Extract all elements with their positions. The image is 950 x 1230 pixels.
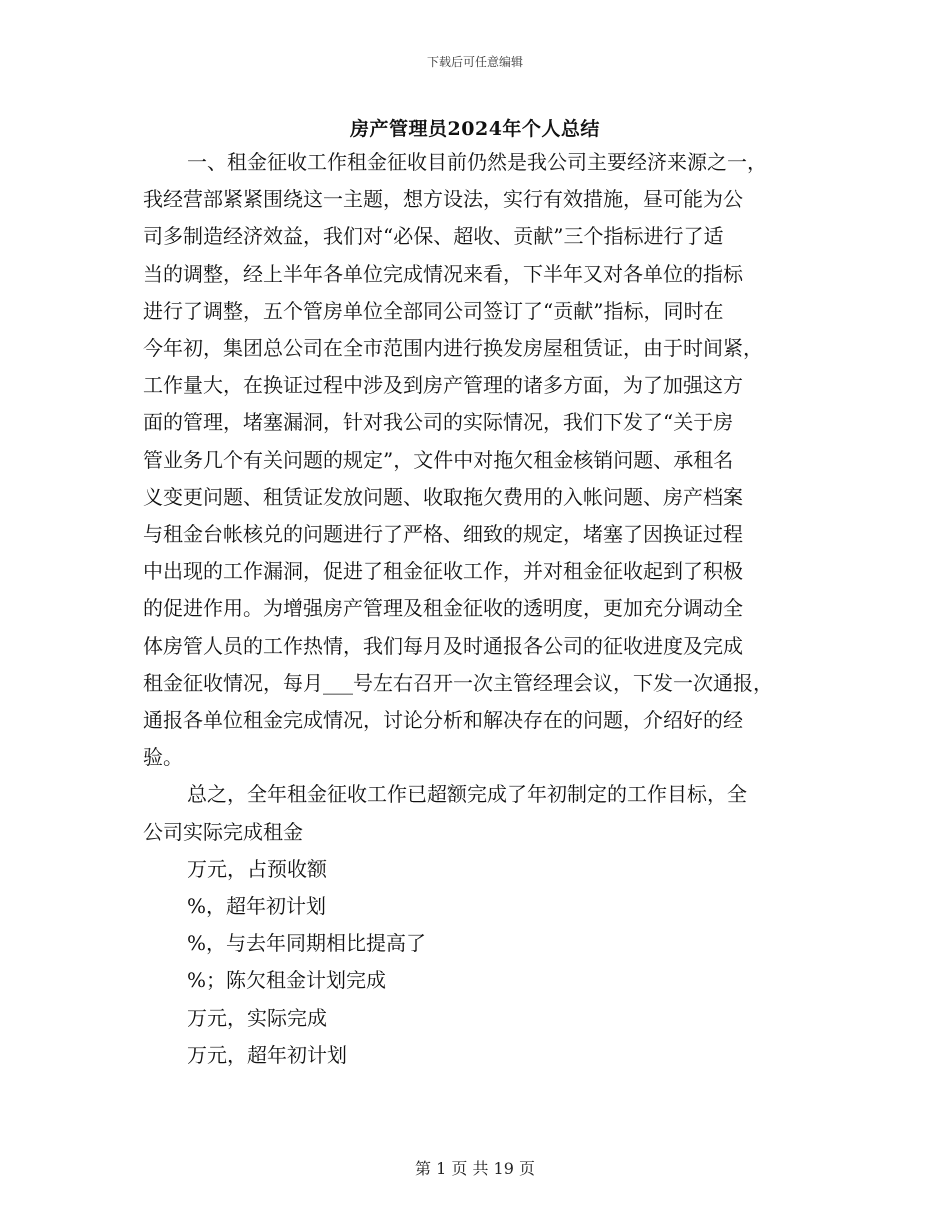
paragraph-line: 中出现的工作漏洞，促进了租金征收工作，并对租金征收起到了积极 xyxy=(143,559,743,583)
document-title: 房产管理员2024年个人总结 xyxy=(350,118,600,140)
paragraph-line: 与租金台帐核兑的问题进行了严格、细致的规定，堵塞了因换证过程 xyxy=(143,522,743,546)
paragraph-line: 进行了调整，五个管房单位全部同公司签订了“贡献”指标，同时在 xyxy=(143,299,724,323)
header-note: 下载后可任意编辑 xyxy=(426,55,523,69)
paragraph-line: 我经营部紧紧围绕这一主题，想方设法，实行有效措施，昼可能为公 xyxy=(143,187,743,211)
paragraph-line: 的促进作用。为增强房产管理及租金征收的透明度，更加充分调动全 xyxy=(143,596,743,620)
paragraph-line: 万元，占预收额 xyxy=(187,857,327,881)
paragraph-line: 总之，全年租金征收工作已超额完成了年初制定的工作目标，全 xyxy=(187,782,747,806)
page-number-footer: 第 1 页 共 19 页 xyxy=(415,1159,535,1178)
paragraph-line: %；陈欠租金计划完成 xyxy=(187,968,387,992)
paragraph-line: 司多制造经济效益，我们对“必保、超收、贡献”三个指标进行了适 xyxy=(143,224,724,248)
paragraph-line: 今年初，集团总公司在全市范围内进行换发房屋租赁证，由于时间紧， xyxy=(143,336,763,360)
paragraph-line: 万元，实际完成 xyxy=(187,1006,327,1030)
paragraph-line: 管业务几个有关问题的规定”，文件中对拖欠租金核销问题、承租名 xyxy=(143,448,734,472)
paragraph-line: 当的调整，经上半年各单位完成情况来看，下半年又对各单位的指标 xyxy=(143,262,743,286)
paragraph-line: 公司实际完成租金 xyxy=(143,820,303,844)
paragraph-line: %，与去年同期相比提高了 xyxy=(187,931,427,955)
paragraph-line: 验。 xyxy=(143,745,183,769)
paragraph-line: 体房管人员的工作热情，我们每月及时通报各公司的征收进度及完成 xyxy=(143,634,743,658)
paragraph-line: 租金征收情况，每月___号左右召开一次主管经理会议，下发一次通报， xyxy=(143,671,773,695)
paragraph-line: 义变更问题、租赁证发放问题、收取拖欠费用的入帐问题、房产档案 xyxy=(143,485,743,509)
paragraph-line: 面的管理，堵塞漏洞，针对我公司的实际情况，我们下发了“关于房 xyxy=(143,410,734,434)
paragraph-line: 通报各单位租金完成情况，讨论分析和解决存在的问题，介绍好的经 xyxy=(143,708,743,732)
paragraph-line: 万元，超年初计划 xyxy=(187,1043,347,1067)
paragraph-line: 一、租金征收工作租金征收目前仍然是我公司主要经济来源之一， xyxy=(187,150,767,174)
paragraph-line: 工作量大，在换证过程中涉及到房产管理的诸多方面，为了加强这方 xyxy=(143,373,743,397)
paragraph-line: %，超年初计划 xyxy=(187,894,327,918)
